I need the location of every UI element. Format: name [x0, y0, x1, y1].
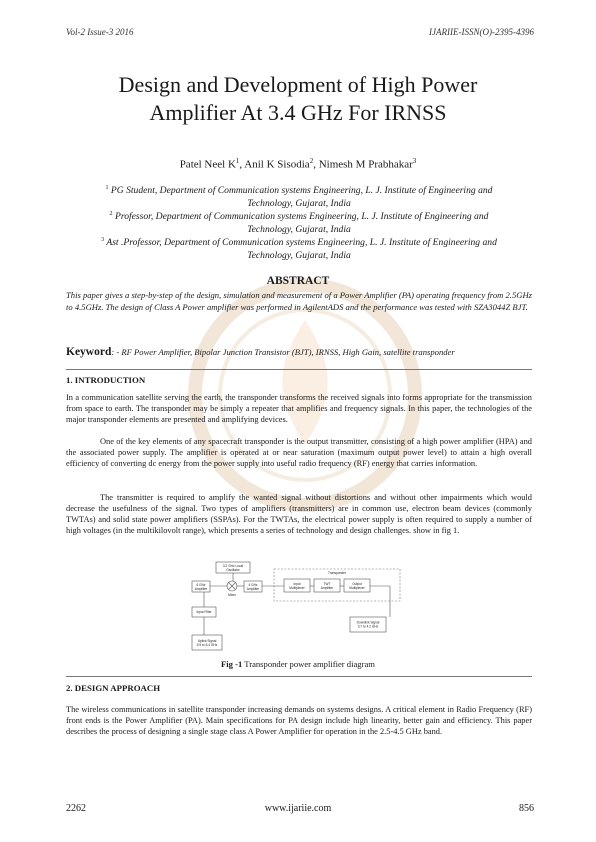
affiliation-3-line-1: Ast .Professor, Department of Communication systems Engineering, L. J. Institute of Engineering and [106, 237, 497, 249]
author-list: Patel Neel $K^1$, Anil K Sisodia$^2$, Nimesh M Prabhakar$^3$ [179, 157, 417, 171]
intro-paragraph-2: One of the key elements of any spacecraft transponder is the output transmitter, consisting of a high power amplifier (HPA) and the associated power supply. The amplifier is operated at or near saturation (maximum output power level) to attain a high overall efficiency of converting dc energy from the power supply into useful radio frequency (RF) energy that carries information. [66, 437, 532, 468]
twt-amplifier-label-1: TWT [323, 582, 331, 586]
section-divider [66, 369, 532, 370]
input-multiplexer-label-1: Input [293, 582, 301, 586]
running-header-issn: IJARIIE-ISSN(O)-2395-4396 [429, 27, 534, 37]
affiliation-2-mark: 2 [109, 211, 113, 217]
affiliation-1 [66, 182, 532, 210]
figure-caption [60, 659, 536, 669]
output-multiplexer-label-2: Multiplexer [349, 586, 365, 590]
twt-amplifier-label-2: Amplifier [320, 586, 334, 590]
paper-title [60, 71, 536, 127]
input-filter-label: Input Filter [196, 610, 212, 614]
affiliation-3-line-2: Technology, Gujarat, India [247, 250, 351, 262]
amp-4ghz-label-2: Amplifier [246, 587, 260, 591]
author-3-mark: 3 [412, 157, 417, 165]
paper-title-line-2: Amplifier At 3.4 GHz For IRNSS [149, 100, 447, 125]
transponder-block-diagram [188, 560, 412, 652]
mixer-symbol [227, 581, 237, 591]
running-header-issue: Vol-2 Issue-3 2016 [66, 27, 134, 37]
affiliation-3 [66, 234, 532, 262]
section-divider-2 [66, 676, 532, 677]
abstract-heading: ABSTRACT [266, 275, 330, 287]
uplink-signal-label-2: 5.9 to 6.4 GHz [196, 643, 218, 647]
amp-6ghz-label-1: 6 GHz [196, 583, 206, 587]
intro-paragraph-3: The transmitter is required to amplify the wanted signal without distortions and without other impairments which would decrease the usefulness of the signal. Two types of amplifiers (transmitters) are in common use, electron beam devices (commonly TWTAs) and solid state power amplifiers (SSPAs). For the TWTAs, the electrical power supply is often required to supply a number of high voltages (in the multikilovolt range), which presents a series of technology and design challenges. show in fig 1. [66, 493, 532, 535]
footer-page-number: 856 [519, 803, 534, 814]
affiliation-1-line-2: Technology, Gujarat, India [247, 198, 351, 210]
keywords-label: Keyword [66, 346, 112, 358]
affiliation-1-mark: 1 [105, 185, 109, 191]
footer-website-link[interactable]: www.ijariie.com [264, 803, 332, 814]
output-multiplexer-label-1: Output [352, 582, 362, 586]
author-2: Anil K Sisodia [244, 158, 310, 171]
mixer-label: Mixer [228, 593, 236, 597]
transponder-label: Transponder [328, 571, 346, 575]
local-oscillator-label-1: 3.2 GHz Local [222, 564, 244, 568]
section-heading-design-approach: 2. DESIGN APPROACH [66, 683, 161, 693]
figure-caption-label: Fig -1 [221, 659, 243, 669]
downlink-signal-label-1: Downlink Signal [356, 620, 380, 625]
keywords-text: : - RF Power Amplifier, Bipolar Junction Transistor (BJT), IRNSS, High Gain, satellite transponder [111, 347, 455, 357]
downlink-signal-label-2: 3.7 to 4.2 GHz [357, 624, 379, 629]
affiliation-1-line-1: PG Student, Department of Communication systems Engineering, L. J. Institute of Engineering and [110, 185, 493, 197]
amp-4ghz-label-1: 4 GHz [248, 583, 258, 587]
abstract-text: This paper gives a step-by-step of the design, simulation and measurement of a Power Amplifier (PA) operating frequency from 2.5GHz to 4.5GHz. The design of Class A Power amplifier was performed in AgilentADS and the performance was tested with SZA3044Z BJT. [66, 290, 532, 312]
input-multiplexer-label-2: Multiplexer [289, 586, 305, 590]
paper-title-line-1: Design and Development of High Power [118, 72, 478, 97]
footer-paper-id: 2262 [66, 803, 86, 814]
author-2-mark: 2 [309, 157, 314, 165]
author-1: Patel Neel K [179, 158, 236, 171]
section-heading-introduction: 1. INTRODUCTION [66, 375, 146, 385]
author-3: Nimesh M Prabhakar [318, 158, 413, 171]
uplink-signal-label-1: Uplink Signal [197, 639, 217, 643]
author-1-mark: 1 [235, 157, 240, 165]
design-paragraph-1: The wireless communications in satellite transponder increasing demands on systems designs. A critical element in Radio Frequency (RF) front ends is the Power Amplifier (PA). Main specifications for PA design include high linearity, better gain and efficiency. This paper describes the process of designing a single stage class A Power Amplifier for operation in the 2.5-4.5 GHz band. [66, 705, 532, 736]
local-oscillator-label-2: Oscillator [226, 568, 240, 572]
intro-paragraph-1: In a communication satellite serving the earth, the transponder transforms the received signals into forms appropriate for the transmission from space to earth. The transponder may be simply a repeater that amplifies and frequency signals. In this paper, the technologies of the major transponder elements are presented and amplifying devices. [66, 393, 532, 424]
affiliation-2-line-2: Technology, Gujarat, India [247, 224, 351, 236]
keywords [66, 346, 536, 358]
affiliation-2 [66, 208, 532, 236]
affiliation-3-mark: 3 [101, 237, 105, 243]
figure-caption-text: Transponder power amplifier diagram [242, 659, 375, 669]
amp-6ghz-label-2: Amplifier [194, 587, 208, 591]
affiliation-2-line-1: Professor, Department of Communication systems Engineering, L. J. Institute of Engineering and [114, 211, 489, 223]
